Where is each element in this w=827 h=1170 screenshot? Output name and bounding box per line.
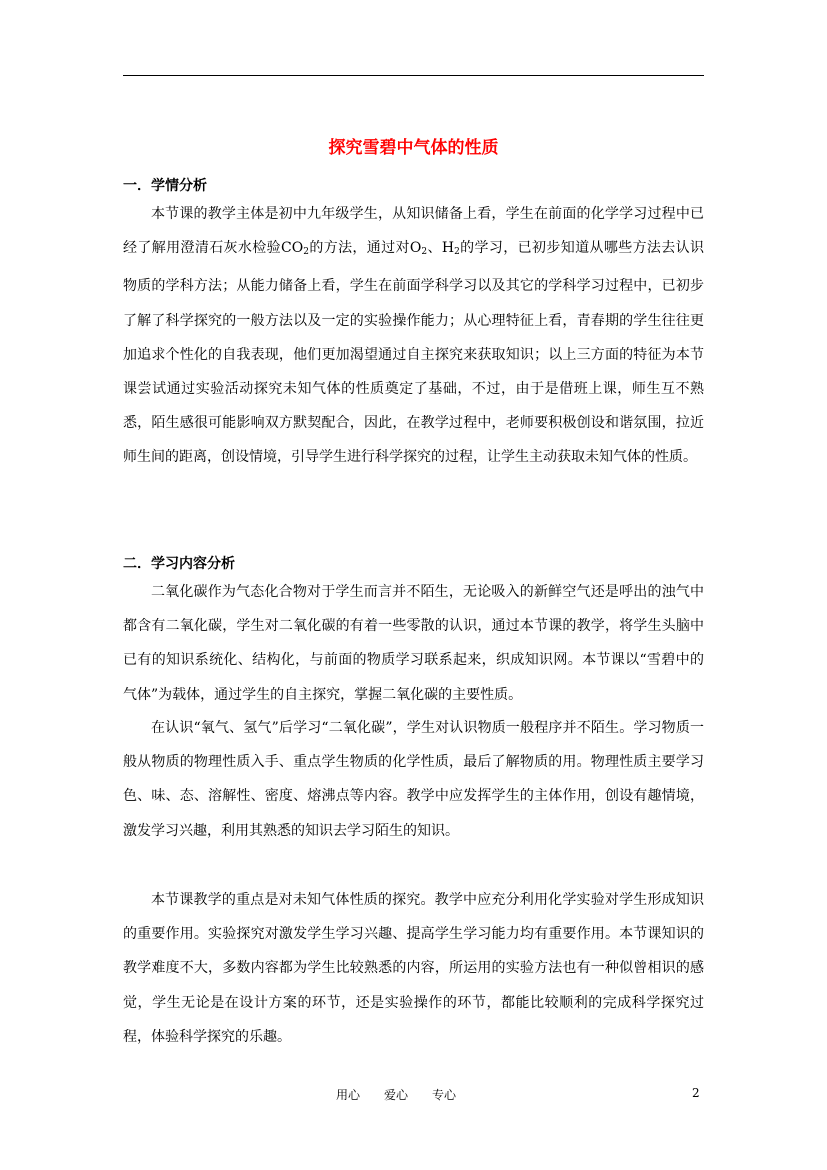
paragraph-content-3: 本节课教学的重点是对未知气体性质的探究。教学中应充分利用化学实验对学生形成知识的重要作用。实验探究对激发学生学习兴趣、提高学生学习能力均有重要作用。本节课知识的教学难度不大，多数内容都为学生比较熟悉的内容，所运用的实验方法也有一种似曾相识的感觉，学生无论是在设计方案的环节，还是实验操作的环节，都能比较顺利的完成科学探究过程，体验科学探究的乐趣。 bbox=[123, 892, 704, 1045]
section-heading-content-analysis: 二．学习内容分析 bbox=[123, 556, 235, 572]
paragraph-content-1: 二氧化碳作为气态化合物对于学生而言并不陌生，无论吸入的新鲜空气还是呼出的浊气中都含有二氧化碳，学生对二氧化碳的有着一些零散的认识，通过本节课的教学，将学生头脑中已有的知识系统化、结构化，与前面的物质学习联系起来，织成知识网。本节课以“雪碧中的气体”为载体，通过学生的自主探究，掌握二氧化碳的主要性质。 bbox=[123, 584, 704, 703]
formula-o2: $O_2$ bbox=[409, 240, 428, 258]
page-footer bbox=[0, 1086, 827, 1104]
formula-co2: $CO_2$ bbox=[281, 240, 309, 258]
paragraph-learner-analysis: 本节课的教学主体是初中九年级学生，从知识储备上看，学生在前面的化学学习过程中已经了解用澄清石灰水检验$CO_2$的方法，通过对$O_2$、$H_2$的学习，已初步知道从哪些方法去认识物质的学科方法；从能力储备上看，学生在前面学科学习以及其它的学科学习过程中，已初步了解了科学探究的一般方法以及一定的实验操作能力；从心理特征上看，青春期的学生往往更加追求个性化的自我表现，他们更加渴望通过自主探究来获取知识；以上三方面的特征为本节课尝试通过实验活动探究未知气体的性质奠定了基础，不过，由于是借班上课，师生互不熟悉，陌生感很可能影响双方默契配合，因此，在教学过程中，老师要积极创设和谐氛围，拉近师生间的距离，创设情境，引导学生进行科学探究的过程，让学生主动获取未知气体的性质。 bbox=[123, 206, 705, 466]
paragraph-content-2: 在认识“氧气、氢气”后学习“二氧化碳”，学生对认识物质一般程序并不陌生。学习物质一般从物质的物理性质入手、重点学生物质的化学性质，最后了解物质的用。物理性质主要学习色、味、态、溶解性、密度、熔沸点等内容。教学中应发挥学生的主体作用，创设有趣情境，激发学习兴趣，利用其熟悉的知识去学习陌生的知识。 bbox=[123, 720, 704, 839]
section-heading-learner-analysis: 一．学情分析 bbox=[123, 178, 207, 194]
footer-slogan: 用心 爱心 专心 bbox=[336, 1088, 457, 1102]
document-title: 探究雪碧中气体的性质 bbox=[328, 138, 499, 158]
formula-h2: $H_2$ bbox=[441, 240, 460, 258]
page-number: 2 bbox=[692, 1086, 700, 1100]
header-rule bbox=[123, 75, 704, 76]
